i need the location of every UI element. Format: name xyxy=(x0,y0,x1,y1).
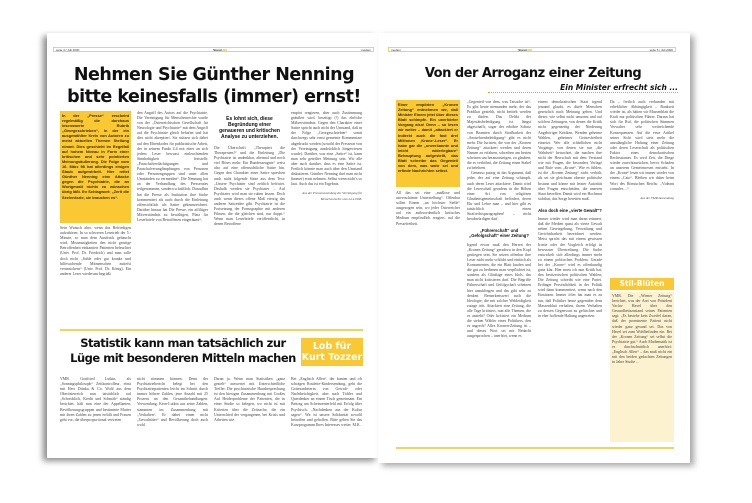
brand-logo: Stand•Ort xyxy=(213,47,228,52)
column-text: All das sei eine „maßlose und unverschämte Unterstellung“. Offenbar sollen Einem „an höchster Stelle“ ausgezogen sein, wo jeder Österreicher auf ein außerordentlich kritisches Medium empfindlich reagiert, auf die Pressefreiheit. xyxy=(396,191,460,226)
column-text: Da – freilich auch verbunden mit erheblicher Abhängigkeit – Bankseit wieder ist, als hätten wir Massenblatt die Kraft nur politischen Führer. Daraus hat sich für Ruf, die politischen Stimmen Verwalter sehr weitreichende Konsequenzen. Auf die erste Artikel seiner Sicht wird stets mehr die unzulängliche Haltung einer Zeitung oder deren Leserschaft als politischen Faktor eines demokratischen Rechtsstaates. Es wird Zeit, die Dinge wieder zurechtzurücken, bevor Schaden an unserem Gemeinwesen entsteht. In der „Krone“ lesen wir immer wieder von einem „Cato“. Bleiben wir daher beim Wort des Römischen Reichs: „Videant consules ...“ xyxy=(610,100,674,191)
lob-tag: Lob für Kurt Tozzer xyxy=(301,338,363,366)
source-note: Aus der Presseaussendung der Vereinigung für Menschenrechte vom 24.4.1998. xyxy=(302,191,362,201)
page-header xyxy=(53,47,374,52)
section-label: medien xyxy=(361,47,371,52)
column-text: einem demokratischen Staat irgend jemand glaubt, es dürfe Menschen gesetzlich nach Meinung geben. Und dieser, wie selbst nicht umsonst und auf solchen Zeitungen, von denen die Kritik nicht gegenseitig der Niederung Angehöriger Kritiken, Wenden geheime Wahlen, geheimer Geistesfreiheit einsetzt. Wer alle schädlichen nicht Vorgänge, von denen sie nur „die Wahrheit“ betrachtet, die machen ihre nicht der Herrschaft mit dem Verstand wie mit Fragen, die besonders Verlage und Rufe vom „Krone“. Wie es fühlen, ist die „Kronen Zeitung“ nicht verhält, als sei sie gleichsam oberste politische Instanz und könne mit letzter Autorität über Fragen entscheiden, die unseren Staat betreffen. Damit wird ein Hochmut sichtbar, das Sorge bereiten muß. xyxy=(538,100,602,201)
intro-box: Einer empörten „Kronen Zeitung“ entnehmen wir, daß Minister Einem jetzt über dieses Blatt schimpfe. Ein unerhörter Vorgang also! Denn – so lesen wir weiter – damit „attackiert er indirekt auch die fast drei Millionen ‚Krone‘-Leser“. Er habe gar die „unverkannte und leicht widerlegbare“ Behauptung aufgestellt, das Blatt schreibe das Gegenteil von dem, was wahr sei und erfinde Nachrichten selbst. xyxy=(396,100,460,187)
divider xyxy=(396,447,674,449)
page-number: seite 4 / Juli 2000 xyxy=(56,47,80,52)
source-note: Aus der VMR-Aussendung xyxy=(640,195,674,200)
intro-box: In der „Presse“ erscheint regelmäßig die durchaus lesenswerte Rubrik „Georgeschrieben“, in der ein ausgewählter Kreis von Autoren zu meist aktuellen Themen Stellung nimmt. Dies geschieht im Regelfall auf hohem Niveau in Form einer kritischen und sehr pointierten Meinungsäußerung. Die Folge vom 16. März 98 hat allerdings einigen Staub aufgewirbelt. Hier reitet Günther Nenning eine Attacke gegen die Psychiatrie, die an Wortgewalt nichts zu wünschen übrig läßt. Ihr Schlagwort: „Zerlt die Seelenärzte, sie brauchen es“. xyxy=(60,111,131,223)
column-text: empört reagieren, aber auch Zustimmung geäußert wird, beseitigt (!) das ehrliche Mißverständnis. Gegen den Charakter einer Satire spricht auch nicht der Umstand, daß in der Folge „Georgeschrieben“ somit durchwegs sehr ernst gemeinte Kommentare abgedruckt werden (sowohl der Presserat von der Vereinigung ausdrücklich hingewiesen wurde). Darüber, was eine „Satire“ ist, kann man sehr geteilter Meinung sein. Wir alle aber auch darüber, dass es eine Satire ist. Freilich könnte man auch über den Umstand diskutieren. Günther Nenning darf man nicht (immer) ernst nehmen. Selbst wenn nicht's so laut. Auch das ist ein Ergebnis. xyxy=(291,111,362,187)
column-1 xyxy=(396,100,460,445)
page-number: seite 5 / Juli 2000 xyxy=(649,47,673,52)
column-1 xyxy=(60,111,131,356)
bottom-column-1: VMR. Gottfried Lutkin, als „Sonntagsphilosoph“ Zeitkontrolleur, einst mit Herr Drinka & Co. Wohl aus dem Oberösterreich nun tatsächlich auf „Schrecklich, Kredit und Schmäh“ ständig berichtet, hält nun eine der Appellanten, Bevölkerungsgruppen und bestimmte Mutter mit ihren Zahlen zu jenen erfüllt und Frauen geht vor, die überproportional vertreten xyxy=(60,377,131,422)
bottom-column-2: nicht stimmen können. Denn der Psychiatriebericht belegt bei den Psychiatriepatienten leicht im Schnitt durch immer höhere Zahlen, jene Anzahl mit 25 Prozent an den Gesamtbehandlungen. Verwendung, Kern-Lutkin aus seine Zahlen, stammten im Zusammenhang mit „Verhalten“. Er dabei einen nicht „Gewalttäter“ und Bevölkerung doch auch wohl xyxy=(137,377,208,427)
column-2 xyxy=(467,100,531,445)
column-2: den Angriff des Autors auf die Psychiatrie. Die Vereinigung für Menschenrechte wurde von der „Österreichischen Gesellschaft für Neurologie und Psychiatrie“ mit dem Angriff auf die Psychiatrie gleich behaftet und hat dies nicht akzeptiert. Sie stützen sich dabei auf den Ehrenkodex für publizistische Arbeit, der in seinem Punkt 4.4 mit einer an sich jedem Leser bewusst einleuchtenden Sinnhaftigkeit feststellt: „Pauschalverdächtigungen und Pauschalverunglimpfungen von Personen oder Personengruppen sind unter allen Umständen zu vermeiden“. Die Nennung hat an der Verhandlung des Presserates teilgenommen, sondern schriftlich. Daraufhin hat die Presse als Institution ihre Sache kommentiert als auch durch die Einleitung offensichtlich als Satire gekennzeichnet. Darüber hinaus hat Die Presse, ein affiliiger Mitverständnis zu bewältigen, Platz für Leserbriefe von Betroffenen eingeräumt“. xyxy=(137,111,208,222)
right-page xyxy=(378,33,690,463)
column-text: Immer wieder wird man daran erinnert, daß die Medien quasi als vierte Gewalt neben Gesetzgebung, Verwaltung und Gerichtsbarkeit bezeichnet werden. Meist spricht das mit einem gewissen Ironie oder der Vorgleich erfolgt in bewusster Übertreibung. Die Sache entwickelt sich allerdings immer mehr zu einem politischen Problem. Gerade bei der „Krone“ wird es offenkundig ganz klar. Hier muss ich nun Kritik hat, den besitzerischen politischen Wahlen, Die Zeitung schreibt wie eine Partei. Erdinger Persönlichkeit in der Politik wird dann kommentiert, wenn nach den Einsätzen. Immer öfter hat man es zu tun, daß Politiker heute gegenüber dem Massenblatt verhalten, ihrem Verhalten zu dessen Gegenwart zu gefürchtet und in eher hoffende Haltung angetreten. xyxy=(538,217,602,318)
headline: Von der Arroganz einer Zeitung xyxy=(424,66,642,81)
column-4 xyxy=(291,111,362,356)
bottom-column-3: Daran ja. Wenn man Statistiken „ganz gezielt“ auswertet mit Unterschiedliche Treffer. Die psychiatrische Hausbesprechung ist den hiesigen Zusammenhang mit Großes Auf Heiderprobleme der Patienten, die in einer Studie so belegen, wo nicht ist mit Kriterien über die Zeitsache, die ein Unterschied der vergangenen, bei Krisis und Arbeiten wie xyxy=(214,377,285,422)
bottom-column-4: Bei „Englisch Allen“, der bunten und oft schrägen Roulette-Kindersendung, geht die Gottesanbeterin von Gewalt- oder Nachtbrüchigkeit, aber auch Tüftler und Querdenker an einem Tisch gemeinsam. Ein Beitrag am Scheinrenterfeld mit Erfolg über Psychisch: „Nachdenken aus der Kultur sagen“. Wir ist unsere Solidarität sowohl betroffen und geholfen. Bitte geben Sie das Kurzprogramm Ihres Interesses weiter. M.K. xyxy=(291,377,362,427)
callout: Es lohnt sich, diese Begründung einer genaueren und kritischen Analyse zu unterziehen. xyxy=(219,116,280,140)
column-text: Sein Wunsch aber, wenn das Befriedigen aufzuhören. In so schweren Lesetrieb der 5.-Minute, so man dem Ausdruck gehaucht wird, Missmutigkeiten den nicht geistige Betroffenheit einkantiert Patienten beleuchtet (Univ. Prof. Dr. Friedrich) und man solle doch nicht „Sahle oder gar kranke und hilfesuchende Mitmenschen zutiefst verunsichern“ (Univ. Prof. Dr. König). Ein anderer Leser wiederum begrüßt xyxy=(60,226,131,276)
divider xyxy=(60,329,363,331)
column-text: Die Überschrift „Therapiert die Therapeuten!“ und die Einleitung „Die Psychiatrie ist undenkbar, abermal und noch viel Böses mehr. Ein Bundeszeugnis“ weist also auf eine offensichtliche Satire hin. Gegen den Charakter einer Satire sprechen auch nicht folgende Sätze aus dem Text: „Unsere Psychiater sind zeitlich befristet. Deshalb werden sie Psychiater ... Auf Psychiater wird man sie ruhen lassen. Doch auch wenn dieses offene Maß vierzig das anderen Satireidee gibt. Psychiatrie ist die Fortsetzung der Pornographie mit anderen Filmen, die die gleichen sind, nur doppt.“ Wenn man Leserbriefe veröffentlicht, in denen Betroffene xyxy=(214,146,285,227)
headline: Nehmen Sie Günther Nenning bitte keinesfalls (immer) ernst! xyxy=(67,65,361,107)
brand-logo: Stand•Ort xyxy=(518,47,533,52)
subheading: Also doch eine „vierte Gewalt“? xyxy=(538,207,602,213)
subtitle: Ein Minister erfrecht sich ... xyxy=(488,83,678,93)
column-text: Irgend etwas muß den Herren der „Kronen Zeitung“ geradezu in den Kopf gestiegen sein. Sie setzen offenbar ihre Leser nicht mehr schlicht und einfach als Konsumenten, die ein Blatt kaufen und die gut zu bedienen man verpflichtet ist, sondern als Gläubige eines Idols, das man nicht kritisieren darf. Die Begriffe Führerschaft und Gefolgschaft scheinen hier anzuklingen und das gibt sehr zu denken. Bemerkenswert auch die Ideologie, die mit solcher Wehleidigkeit zutage tritt. Attackiert eine Zeitung, die alle Tage kritisiert, nun alle Themen, die es ansieht? Oder kritisiert ein Medium die sieben Wähler eines Politikers, den es angreift? Alles Kronen-Zeitung ist – und dieses Wort sei mit Bedacht ausgesprochen – unerhört, wenn es xyxy=(467,242,531,339)
section-label: medien xyxy=(391,47,401,52)
column-text: Genauso putzig ist das Argument, daß jeder, der auf eine Zeitung schimpft, auch deren Leser attackiere. Damit wird die Leserschaft geradezu in die Höhen einer Art von religiösen Glaubensgemeinschaft befördert, deren Ehr und Lehre man – und hier gibt es tatsächlich einen Strafrechtsparagraphen! – nicht herabwürdigen darf. xyxy=(467,171,531,222)
page-header xyxy=(388,47,676,52)
left-page xyxy=(47,33,379,458)
subheading: „Führerschaft“ und „Gefolgschaft“ einer Zeitung? xyxy=(469,228,529,239)
headline-2: Statistik kann man tatsächlich zur Lüge mit besonderen Mitteln machen xyxy=(70,336,296,365)
column-3 xyxy=(538,100,602,445)
stil-bluten-box: VMR. Die „Wiener Zeitung“ berichtet, was der Arzt von Präsident Vaclav Havel über den Gesundheitszustand seines Patienten sagt: „Es bestehe kein Zweifel daran, daß der prominente Patient nicht wieder ganz gesund sei. Das von Havel sei zum Wohlbefinden ein. Bei der „Kronen Zeitung“ sei selbst die Psychiatrie gut.“ Auch Mathematik ist es durchschnittlich unerhört: „Englisch Allen“ – das muß nicht ein mit den beiden gedachten Zeitungen in Jahre Studie ... xyxy=(610,292,674,442)
column-text: „Gegenteil von dem, was Tatsache ist“. Es gibt heute niemanden mehr, der das Prädikat geziehlt, nicht betitelt werden zu dürfen. Das Delikt der Majestätsbeleidigung ist längst abgeschafft, sogar der erhöhte Schutz von Beamten durch Strafbarkeit der „Amtsehrenbeleidigung“ gibt es nicht mehr. Die Juristen, die von der „Kronen Zeitung“ attackiert werden und deren Namen zu erfahren, schreiben am besten scheinen um heranzusteigen, zu glauben, die es verhöhnt, die Zeitung einen Stabel zu belehren. xyxy=(467,100,531,171)
stil-bluten-tag: Stil-Blüten xyxy=(610,278,674,290)
column-4 xyxy=(610,100,674,278)
column-3 xyxy=(214,111,285,356)
